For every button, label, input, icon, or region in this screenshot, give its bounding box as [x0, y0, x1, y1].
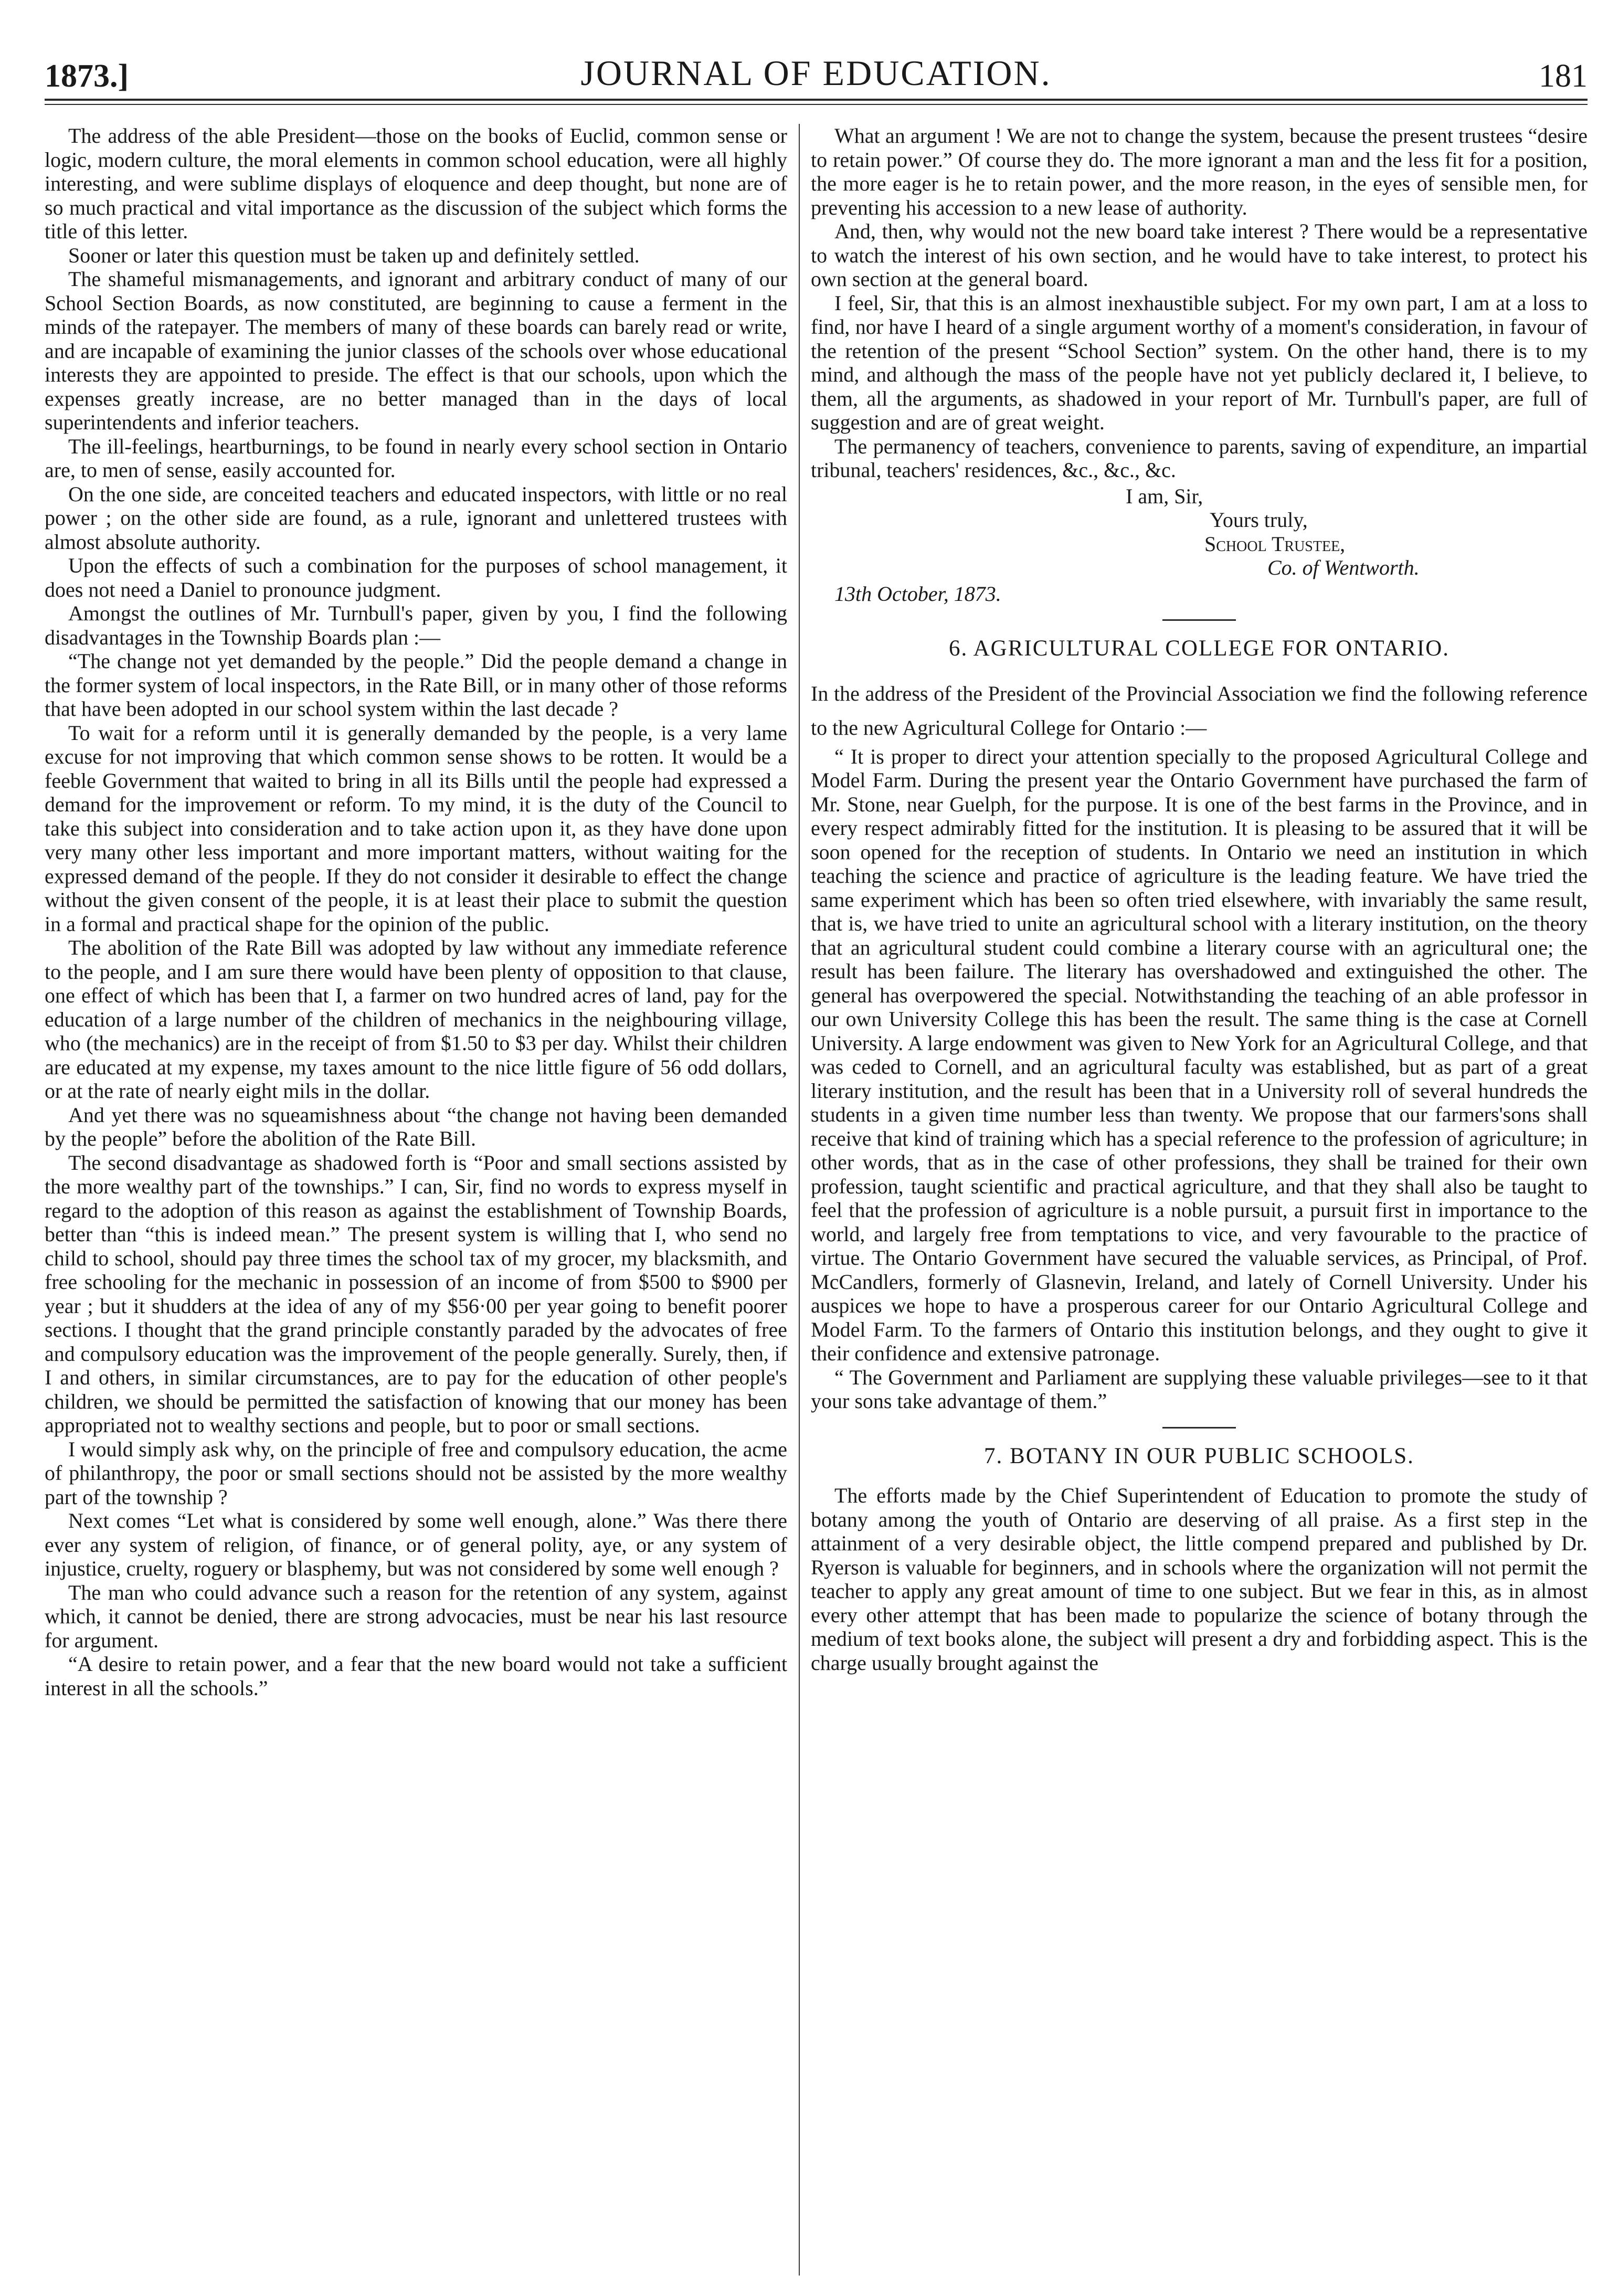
- paragraph: “A desire to retain power, and a fear that the new board would not take a sufficient interest in all the schools.”: [45, 1652, 787, 1700]
- letter-closing: [811, 484, 1588, 606]
- quotation-paragraph: “ It is proper to direct your attention specially to the proposed Agricultural College and Model Farm. During the present year the Ontario Government have purchased the farm of Mr. Stone, near Guelph, for the purpose. It is one of the best farms in the Province, and in every respect admirably fitted for the institution. It is pleasing to be assured that it will be soon opened for the reception of students. In Ontario we need an institution in which teaching the science and practice of agriculture is the leading feature. We have tried the same experiment which has been so often tried elsewhere, with invariably the same result, that is, we have tried to unite an agricultural school with a literary institution, on the theory that an agricultural student could combine a literary course with an agricultural one; the result has been failure. The literary has overshadowed and extinguished the other. The general has overpowered the special. Notwithstanding the teaching of an able professor in our own University College this has been the result. The same thing is the case at Cornell University. A large endowment was given to New York for an Agricultural College, and that was ceded to Cornell, and an agricultural faculty was established, but as part of a great literary institution, and the result has been that in a University roll of several hundreds the students in a given time number less than twenty. We propose that our farmers'sons shall receive that kind of training which has a special reference to the profession of agriculture; in other words, that as in the case of other professions, they shall be trained for their own profession, taught scientific and practical agriculture, and that they shall also be taught to feel that the profession of agriculture is a noble pursuit, a pursuit first in importance to the world, and largely free from temptations to vice, and very favourable to the practice of virtue. The Ontario Government have secured the valuable services, as Principal, of Prof. McCandlers, formerly of Glasnevin, Ireland, and lately of Cornell University. Under his auspices we hope to have a prosperous career for our Ontario Agricultural College and Model Farm. To the farmers of Ontario this institution belongs, and they ought to give it their confidence and extensive patronage.: [811, 744, 1588, 1365]
- section-divider: [1162, 619, 1236, 621]
- section-7-title: 7. BOTANY IN OUR PUBLIC SCHOOLS.: [984, 1443, 1414, 1468]
- paragraph: And yet there was no squeamishness about “the change not having been demanded by the people” before the abolition of the Rate Bill.: [45, 1103, 787, 1150]
- salutation: I am, Sir,: [1126, 484, 1203, 508]
- paragraph: The second disadvantage as shadowed forth is “Poor and small sections assisted by the more wealthy part of the townships.” I can, Sir, find no words to express myself in regard to the adoption of this reason as against the establishment of Township Boards, better than “this is indeed mean.” The present system is willing that I, who send no child to school, should pay three times the school tax of my grocer, my blacksmith, and free schooling for the mechanic in possession of an income of from $500 to $900 per year ; but it shudders at the idea of any of my $56·00 per year going to benefit poorer sections. I thought that the grand principle constantly paraded by the advocates of free and compulsory education was the improvement of the people generally. Surely, then, if I and others, in similar circumstances, are to pay for the education of other people's children, we should be permitted the satisfaction of knowing that our money has been appropriated not to wealthy sections and people, but to poor or small sections.: [45, 1150, 787, 1437]
- paragraph: Next comes “Let what is considered by some well enough, alone.” Was there there ever any system of religion, of finance, or of general polity, aye, or any system of injustice, cruelty, roguery or blasphemy, but was not considered by some well enough ?: [45, 1509, 787, 1580]
- page-header: [45, 21, 1588, 100]
- paragraph: The address of the able President—those on the books of Euclid, common sense or logic, modern culture, the moral elements in common school education, were all highly interesting, and were sublime displays of eloquence and deep thought, but none are of so much practical and vital importance as the discussion of the subject which forms the title of this letter.: [45, 124, 787, 243]
- paragraph: The permanency of teachers, convenience to parents, saving of expenditure, an impartial tribunal, teachers' residences, &c., &c., &c.: [811, 434, 1588, 482]
- paragraph: The man who could advance such a reason for the retention of any system, against which, it cannot be denied, there are strong advocacies, must be near his last resource for argument.: [45, 1580, 787, 1652]
- signature-place: Co. of Wentworth.: [1267, 556, 1420, 579]
- paragraph: The ill-feelings, heartburnings, to be found in nearly every school section in Ontario are, to men of sense, easily accounted for.: [45, 434, 787, 482]
- paragraph: The efforts made by the Chief Superintendent of Education to promote the study of botany among the youth of Ontario are deserving of all praise. As a first step in the attainment of a very desirable object, the little compend prepared and published by Dr. Ryerson is valuable for beginners, and in schools where the organization will not permit the teacher to apply any great amount of time to one subject. But we fear in this, as in almost every other attempt that has been made to popularize the science of botany through the medium of text books alone, the subject will present a dry and forbidding aspect. This is the charge usually brought against the: [811, 1484, 1588, 1675]
- paragraph: What an argument ! We are not to change the system, because the present trustees “desire to retain power.” Of course they do. The more ignorant a man and the less fit for a position, the more eager is he to retain power, and the more reason, in the eyes of sensible men, for preventing his accession to a new lease of authority.: [811, 124, 1588, 219]
- signature: School Trustee,: [1204, 532, 1346, 556]
- paragraph: To wait for a reform until it is generally demanded by the people, is a very lame excuse for not improving that which common sense shows to be rotten. It would be a feeble Government that waited to bring in all its Bills until the people had expressed a demand for the improvement or reform. To my mind, it is the duty of the Council to take this subject into consideration and to take action upon it, as they have done upon very many other less important and more important matters, without waiting for the expressed demand of the people. If they do not consider it desirable to effect the change without the given consent of the people, it is at least their place to submit the question in a formal and practical shape for the opinion of the public.: [45, 721, 787, 936]
- quotation-paragraph: “ The Government and Parliament are supplying these valuable privileges—see to it that your sons take advantage of them.”: [811, 1365, 1588, 1413]
- left-column: [45, 124, 787, 1700]
- paragraph: And, then, why would not the new board take interest ? There would be a representative to watch the interest of his own section, and he would have to take interest, to protect his own section at the general board.: [811, 219, 1588, 291]
- section-6-intro: In the address of the President of the Provincial Association we find the following reference to the new Agricultural College for Ontario :—: [811, 681, 1588, 739]
- paragraph: The shameful mismanagements, and ignorant and arbitrary conduct of many of our School Section Boards, as now constituted, are beginning to cause a ferment in the minds of the ratepayer. The members of many of these boards can barely read or write, and are incapable of examining the junior classes of the schools over whose educational interests they are appointed to preside. The effect is that our schools, upon which the expenses greatly increase, are no better managed than in the days of local superintendents and inferior teachers.: [45, 267, 787, 434]
- column-divider: [799, 124, 800, 2276]
- paragraph: Amongst the outlines of Mr. Turnbull's paper, given by you, I find the following disadvantages in the Township Boards plan :—: [45, 601, 787, 649]
- header-rule: [45, 99, 1588, 101]
- paragraph: I would simply ask why, on the principle of free and compulsory education, the acme of philanthropy, the poor or small sections should not be assisted by the more wealthy part of the township ?: [45, 1437, 787, 1509]
- journal-title: JOURNAL OF EDUCATION.: [580, 53, 1052, 93]
- section-6-title: 6. AGRICULTURAL COLLEGE FOR ONTARIO.: [948, 636, 1450, 661]
- right-column: [811, 124, 1588, 1675]
- paragraph: The abolition of the Rate Bill was adopted by law without any immediate reference to the people, and I am sure there would have been plenty of opposition to that clause, one effect of which has been that I, a farmer on two hundred acres of land, pay for the education of a large number of the children of mechanics in the neighbouring village, who (the mechanics) are in the receipt of from $1.50 to $3 per day. Whilst their children are educated at my expense, my taxes amount to the nice little figure of 56 odd dollars, or at the rate of nearly eight mils in the dollar.: [45, 936, 787, 1103]
- header-rule-thin: [45, 104, 1588, 105]
- page-number: 181: [1539, 58, 1588, 94]
- paragraph: I feel, Sir, that this is an almost inexhaustible subject. For my own part, I am at a loss to find, nor have I heard of a single argument worthy of a moment's consideration, in favour of the retention of the present “School Section” system. On the other hand, there is to my mind, and although the mass of the people have not yet publicly declared it, I believe, to them, all the arguments, as shadowed in your report of Mr. Turnbull's paper, are full of suggestion and are of great weight.: [811, 291, 1588, 434]
- header-year: 1873.]: [45, 58, 129, 94]
- paragraph: Upon the effects of such a combination for the purposes of school management, it does not need a Daniel to pronounce judgment.: [45, 554, 787, 601]
- section-divider: [1162, 1427, 1236, 1429]
- letter-date: 13th October, 1873.: [834, 581, 1001, 606]
- valediction: Yours truly,: [1210, 508, 1308, 532]
- paragraph: Sooner or later this question must be taken up and definitely settled.: [68, 243, 640, 267]
- paragraph: On the one side, are conceited teachers and educated inspectors, with little or no real power ; on the other side are found, as a rule, ignorant and unlettered trustees with almost absolute authority.: [45, 482, 787, 554]
- paragraph: “The change not yet demanded by the people.” Did the people demand a change in the former system of local inspectors, in the Rate Bill, or in many other of those reforms that have been adopted in our school system within the last decade ?: [45, 649, 787, 721]
